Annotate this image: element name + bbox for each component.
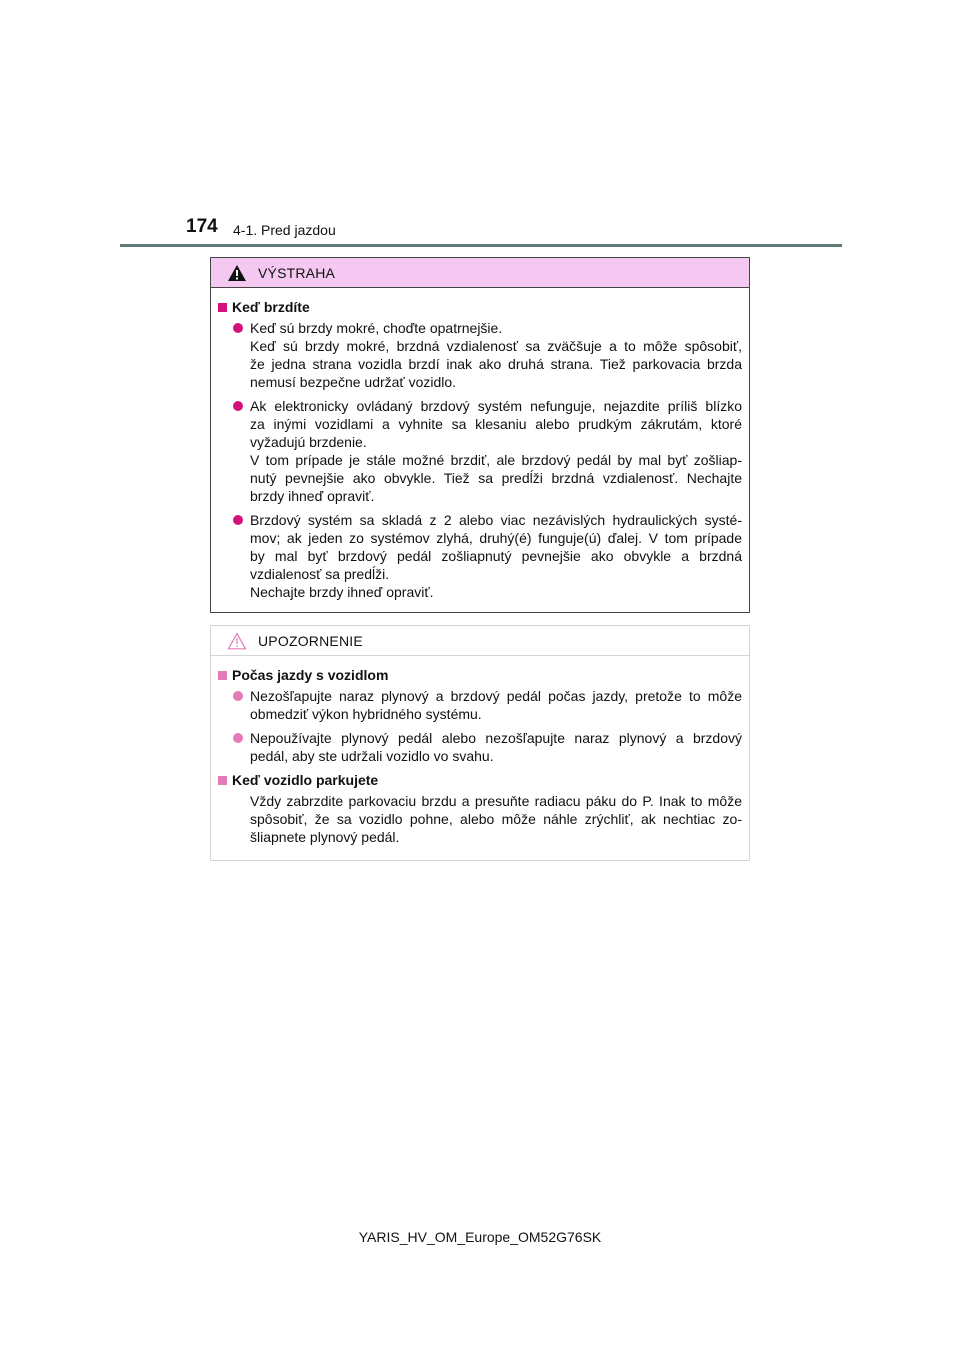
footer-document-code: YARIS_HV_OM_Europe_OM52G76SK <box>358 1229 602 1245</box>
warning-body <box>211 288 749 601</box>
text-line: Nepoužívajte plynový pedál alebo nezošľapujte naraz plynový a brzdový <box>250 730 742 746</box>
caution-paragraph <box>250 792 742 846</box>
text-line: vzdialenosť sa predĺži. <box>250 566 390 582</box>
warning-heading-text: Keď brzdíte <box>232 299 310 315</box>
text-line: šliapnete plynový pedál. <box>250 829 400 845</box>
section-title: 4-1. Pred jazdou <box>233 222 336 238</box>
round-bullet-icon <box>233 691 243 701</box>
page-number: 174 <box>186 216 218 237</box>
text-line: Keď sú brzdy mokré, brzdná vzdialenosť sa zväčšuje a to môže spôsobiť, <box>250 338 742 354</box>
caution-heading-text: Počas jazdy s vozidlom <box>232 667 389 683</box>
warning-box-header <box>211 258 749 288</box>
text-line: za inými vozidlami a vyhnite sa klesaniu alebo prudkým zákrutám, ktoré <box>250 416 742 432</box>
caution-bullet <box>233 729 742 765</box>
warning-bullet <box>233 319 742 391</box>
warning-heading <box>218 298 742 316</box>
caution-bullet <box>233 687 742 723</box>
round-bullet-icon <box>233 401 243 411</box>
text-line: obmedziť výkon hybridného systému. <box>250 706 482 722</box>
warning-box <box>210 257 750 613</box>
text-line: Keď sú brzdy mokré, choďte opatrnejšie. <box>250 320 503 336</box>
caution-box-header <box>211 626 749 656</box>
warning-bullet <box>233 397 742 505</box>
text-line: mov; ak jeden zo systémov zlyhá, druhý(é) funguje(ú) ďalej. V tom prípade <box>250 530 742 546</box>
text-line: pedál, aby ste udržali vozidlo vo svahu. <box>250 748 494 764</box>
caution-box <box>210 625 750 861</box>
text-line: Nechajte brzdy ihneď opraviť. <box>250 584 434 600</box>
caution-heading <box>218 771 742 789</box>
text-line: Brzdový systém sa skladá z 2 alebo viac nezávislých hydraulických systé- <box>250 512 742 528</box>
text-line: vyžadujú brzdenie. <box>250 434 367 450</box>
header-rule <box>120 244 842 247</box>
text-line: by mal byť brzdový pedál zošliapnutý pevnejšie ako obvykle a brzdná <box>250 548 742 564</box>
warning-label: VÝSTRAHA <box>258 264 336 281</box>
text-line: nutý pevnejšie ako obvykle. Tiež sa predĺži brzdná vzdialenosť. Nechajte <box>250 470 742 486</box>
square-bullet-icon <box>218 303 227 312</box>
warning-triangle-icon <box>227 264 247 282</box>
text-line: spôsobiť, že sa vozidlo pohne, alebo môže náhle zrýchliť, ak nechtiac zo- <box>250 811 742 827</box>
warning-bullet <box>233 511 742 601</box>
round-bullet-icon <box>233 323 243 333</box>
caution-label: UPOZORNENIE <box>258 632 363 649</box>
caution-heading-text: Keď vozidlo parkujete <box>232 772 379 788</box>
square-bullet-icon <box>218 776 227 785</box>
round-bullet-icon <box>233 515 243 525</box>
text-line: nemusí bezpečne udržať vozidlo. <box>250 374 457 390</box>
text-line: že jedna strana vozidla brzdí inak ako druhá strana. Tiež parkovacia brzda <box>250 356 742 372</box>
text-line: Vždy zabrzdite parkovaciu brzdu a presuňte radiacu páku do P. Inak to môže <box>250 793 742 809</box>
round-bullet-icon <box>233 733 243 743</box>
text-line: Ak elektronicky ovládaný brzdový systém nefunguje, nejazdite príliš blízko <box>250 398 742 414</box>
caution-body <box>211 656 749 846</box>
text-line: V tom prípade je stále možné brzdiť, ale brzdový pedál by mal byť zošliap- <box>250 452 742 468</box>
caution-heading <box>218 666 742 684</box>
square-bullet-icon <box>218 671 227 680</box>
caution-triangle-icon <box>227 632 247 650</box>
text-line: brzdy ihneď opraviť. <box>250 488 375 504</box>
text-line: Nezošľapujte naraz plynový a brzdový pedál počas jazdy, pretože to môže <box>250 688 742 704</box>
